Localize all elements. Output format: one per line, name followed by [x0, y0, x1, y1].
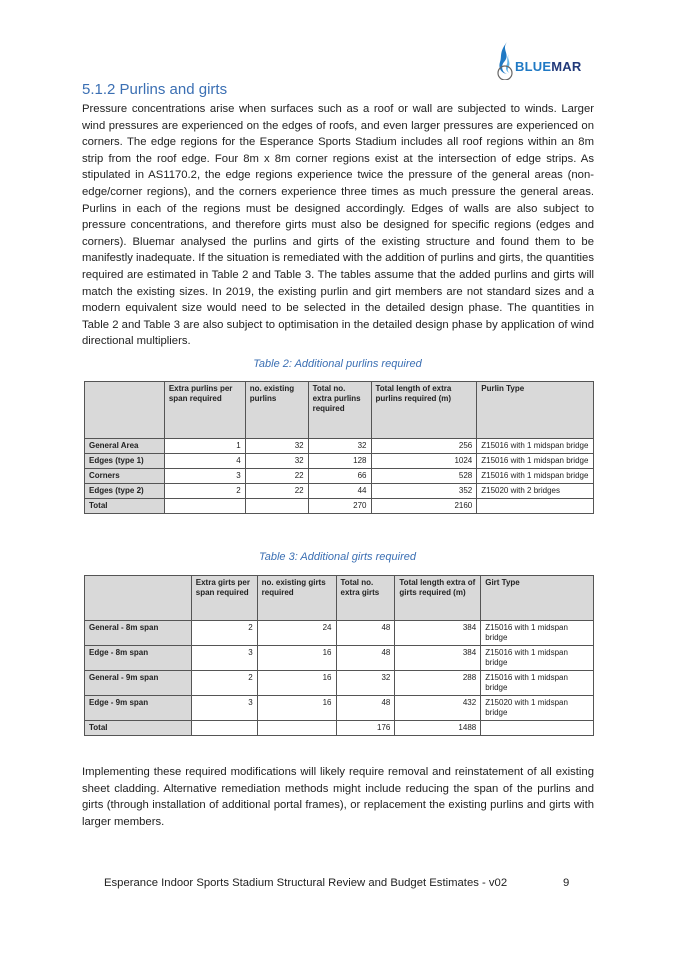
table-cell: 16: [257, 696, 336, 721]
closing-paragraph: Implementing these required modifications will likely require removal and reinstatement of all existing sheet cladding. Alternative remediation methods might include reducing the span of the purlins and girts (through installation of additional portal frames), or replacement the existing purlins and girts with larger members.: [82, 766, 594, 828]
table-cell: 48: [336, 646, 395, 671]
table-cell: Z15020 with 2 bridges: [477, 484, 594, 499]
table2-caption: Table 2: Additional purlins required: [253, 358, 422, 370]
table-cell: Z15016 with 1 midspan bridge: [481, 621, 594, 646]
table-cell: 4: [164, 454, 245, 469]
table-cell: 384: [395, 646, 481, 671]
row-label: Edges (type 1): [85, 454, 165, 469]
table-cell: 128: [308, 454, 371, 469]
table-cell: 3: [191, 696, 257, 721]
section-heading: 5.1.2 Purlins and girts: [82, 81, 228, 98]
header-cell: Total no. extra girts: [336, 576, 395, 621]
table-cell: [481, 721, 594, 736]
row-label: Total: [85, 721, 192, 736]
table-cell: 32: [245, 454, 308, 469]
table-row: [85, 621, 594, 646]
table-header-row: [85, 576, 594, 621]
header-cell: [85, 382, 165, 439]
table-row: [85, 484, 594, 499]
table-cell: 48: [336, 621, 395, 646]
row-label: General Area: [85, 439, 165, 454]
table-cell: 3: [164, 469, 245, 484]
header-cell: no. existing purlins: [245, 382, 308, 439]
table-row: [85, 646, 594, 671]
table-cell: 288: [395, 671, 481, 696]
table-row: [85, 469, 594, 484]
table-header-row: [85, 382, 594, 439]
row-label: Total: [85, 499, 165, 514]
table3-caption: Table 3: Additional girts required: [259, 551, 416, 563]
intro-paragraph: Pressure concentrations arise when surfaces such as a roof or wall are subjected to winds. Larger wind pressures are experienced on the edges of roofs, and even larger pressures are experienced on corners. The edge regions for the Esperance Sports Stadium includes all roof regions within an 8m strip from the roof edge. Four 8m x 8m corner regions exist at the intersection of edge strips. As stipulated in AS1170.2, the edge regions experience twice the pressure of the general areas (non-edge/corner regions), and the corners experience three times as much pressure the general areas. Purlins in each of the regions must be designed accordingly. Edges of walls are also subject to pressure concentrations, and therefore girts must also be designed for specific regions (edges and corners). Bluemar analysed the purlins and girts of the existing structure and found them to be manifestly inadequate. If the situation is remediated with the addition of purlins and girts, the quantities required are estimated in Table 2 and Table 3. The tables assume that the added purlins and girts will match the existing sizes. In 2019, the existing purlin and girt members are not standard sizes and a modern equivalent size would need to be selected in the detailed design phase. The quantities in Table 2 and Table 3 are also subject to optimisation in the detailed design phase by application of wind directional multipliers.: [82, 103, 594, 348]
table-cell: [245, 499, 308, 514]
table-cell: 16: [257, 646, 336, 671]
table-cell: 22: [245, 484, 308, 499]
table-cell: [257, 721, 336, 736]
table-cell: Z15016 with 1 midspan bridge: [481, 646, 594, 671]
table-cell: 32: [336, 671, 395, 696]
page-number: 9: [563, 877, 570, 889]
flame-icon: [495, 40, 515, 80]
page-footer: Esperance Indoor Sports Stadium Structural Review and Budget Estimates - v02: [104, 877, 508, 889]
table-cell: Z15016 with 1 midspan bridge: [477, 469, 594, 484]
header-cell: no. existing girts required: [257, 576, 336, 621]
table-cell: 432: [395, 696, 481, 721]
row-label: General - 9m span: [85, 671, 192, 696]
header-cell: Extra purlins per span required: [164, 382, 245, 439]
table-cell: 1024: [371, 454, 477, 469]
purlins-table: [84, 381, 594, 514]
table-cell: 32: [308, 439, 371, 454]
table-cell: [164, 499, 245, 514]
table-cell: 22: [245, 469, 308, 484]
header-cell: [85, 576, 192, 621]
header-cell: Purlin Type: [477, 382, 594, 439]
header-cell: Total length of extra purlins required (m): [371, 382, 477, 439]
table-cell: 2160: [371, 499, 477, 514]
table-row: [85, 671, 594, 696]
table-cell: 270: [308, 499, 371, 514]
table-cell: [191, 721, 257, 736]
table-cell: 24: [257, 621, 336, 646]
table-cell: 176: [336, 721, 395, 736]
header-cell: Girt Type: [481, 576, 594, 621]
row-label: Edge - 8m span: [85, 646, 192, 671]
table-cell: 66: [308, 469, 371, 484]
table-cell: 352: [371, 484, 477, 499]
table-cell: Z15016 with 1 midspan bridge: [477, 454, 594, 469]
table-cell: 1488: [395, 721, 481, 736]
table-cell: Z15016 with 1 midspan bridge: [481, 671, 594, 696]
table-cell: Z15020 with 1 midspan bridge: [481, 696, 594, 721]
table-cell: 44: [308, 484, 371, 499]
girts-table: [84, 575, 594, 736]
table-cell: [477, 499, 594, 514]
header-cell: Total no. extra purlins required: [308, 382, 371, 439]
table-row: [85, 439, 594, 454]
table-cell: 256: [371, 439, 477, 454]
table-cell: 48: [336, 696, 395, 721]
table-row: [85, 454, 594, 469]
table-cell: 32: [245, 439, 308, 454]
table-total-row: [85, 499, 594, 514]
table-row: [85, 696, 594, 721]
header-cell: Total length extra of girts required (m): [395, 576, 481, 621]
table-cell: 2: [191, 621, 257, 646]
table-cell: 384: [395, 621, 481, 646]
table-cell: 1: [164, 439, 245, 454]
table-total-row: [85, 721, 594, 736]
row-label: General - 8m span: [85, 621, 192, 646]
table-cell: 2: [191, 671, 257, 696]
header-cell: Extra girts per span required: [191, 576, 257, 621]
row-label: Corners: [85, 469, 165, 484]
table-cell: 16: [257, 671, 336, 696]
row-label: Edge - 9m span: [85, 696, 192, 721]
logo-text: BLUEMAR: [515, 59, 582, 74]
table-cell: Z15016 with 1 midspan bridge: [477, 439, 594, 454]
table-cell: 2: [164, 484, 245, 499]
bluemar-logo: [495, 40, 590, 82]
row-label: Edges (type 2): [85, 484, 165, 499]
table-cell: 528: [371, 469, 477, 484]
table-cell: 3: [191, 646, 257, 671]
